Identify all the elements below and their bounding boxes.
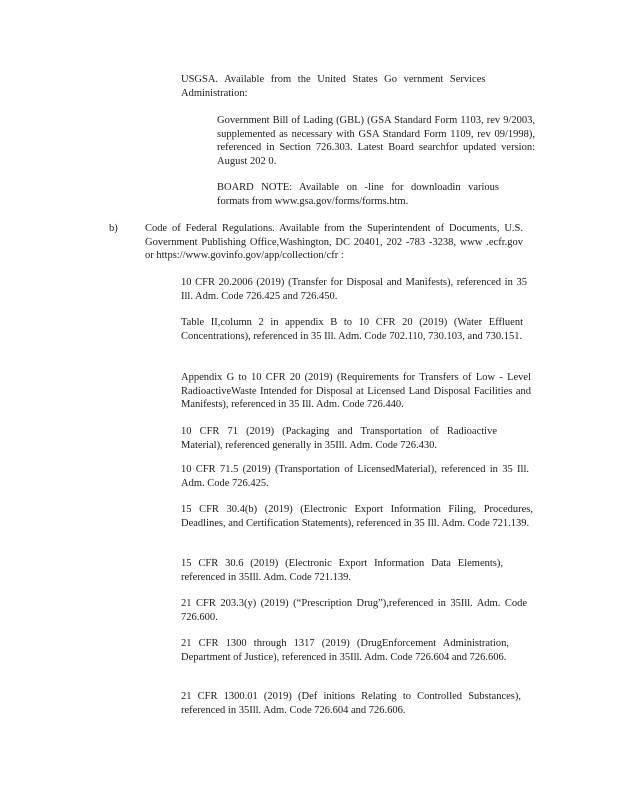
cfr-entry (181, 463, 529, 490)
board-note-text: BOARD NOTE: Available on -line for downloadin various formats from www.gsa.gov/forms/forms.htm. (217, 182, 499, 207)
cfr-entry (181, 597, 527, 624)
cfr-entry-text: 10 CFR 71 (2019) (Packaging and Transportation of Radioactive Material), referenced generally in 35Ill. Adm. Code 726.430. (181, 426, 497, 451)
usgsa-text: USGSA. Available from the United States Go vernment Services Administration: (181, 74, 486, 99)
gbl-text: Government Bill of Lading (GBL) (GSA Standard Form 1103, rev 9/2003, supplemented as necessary with GSA Standard Form 1109, rev 09/1998), referenced in Section 726.303. Latest Board searchfor updated version: August 202 0. (217, 115, 535, 167)
cfr-entry-text: 15 CFR 30.4(b) (2019) (Electronic Export Information Filing, Procedures, Deadlines, and Certification Statements), referenced in 35 Ill. Adm. Code 721.139. (181, 504, 533, 529)
cfr-entry (181, 371, 531, 412)
list-marker-b: b) (109, 223, 118, 234)
usgsa-paragraph (181, 73, 487, 100)
cfr-entry (181, 690, 521, 717)
gbl-paragraph (217, 114, 535, 168)
board-note-paragraph (217, 181, 499, 208)
cfr-entry (181, 425, 497, 452)
cfr-entry-text: 10 CFR 20.2006 (2019) (Transfer for Disposal and Manifests), referenced in 35 Ill. Adm. Code 726.425 and 726.450. (181, 277, 527, 302)
cfr-entry-text: 10 CFR 71.5 (2019) (Transportation of LicensedMaterial), referenced in 35 Ill. Adm. Code 726.425. (181, 464, 529, 489)
cfr-entry-text: 21 CFR 1300.01 (2019) (Def initions Relating to Controlled Substances), referenced in 35Ill. Adm. Code 726.604 and 726.606. (181, 691, 521, 716)
cfr-entry (181, 637, 509, 664)
cfr-entry (181, 316, 523, 343)
cfr-text: Code of Federal Regulations. Available from the Superintendent of Documents, U.S. Government Publishing Office,Washington, DC 20401, 202 -783 -3238, www .ecfr.gov or https://www.govinfo.gov/app/collection/cfr : (145, 223, 523, 262)
cfr-entry-text: 21 CFR 1300 through 1317 (2019) (DrugEnforcement Administration, Department of Justice), referenced in 35Ill. Adm. Code 726.604 and 726.606. (181, 638, 509, 663)
cfr-entry-text: Table II,column 2 in appendix B to 10 CFR 20 (2019) (Water Effluent Concentrations), referenced in 35 Ill. Adm. Code 702.110, 730.103, and 730.151. (181, 317, 523, 342)
cfr-entry-text: 15 CFR 30.6 (2019) (Electronic Export Information Data Elements), referenced in 35Ill. Adm. Code 721.139. (181, 558, 503, 583)
cfr-entry (181, 557, 503, 584)
cfr-entry-text: Appendix G to 10 CFR 20 (2019) (Requirements for Transfers of Low - Level RadioactiveWaste Intended for Disposal at Licensed Land Disposal Facilities and Manifests), referenced in 35 Ill. Adm. Code 726.440. (181, 372, 531, 411)
cfr-entry-text: 21 CFR 203.3(y) (2019) (“Prescription Drug”),referenced in 35Ill. Adm. Code 726.600. (181, 598, 527, 623)
cfr-entry (181, 503, 533, 530)
cfr-entry (181, 276, 527, 303)
cfr-paragraph (145, 222, 523, 263)
